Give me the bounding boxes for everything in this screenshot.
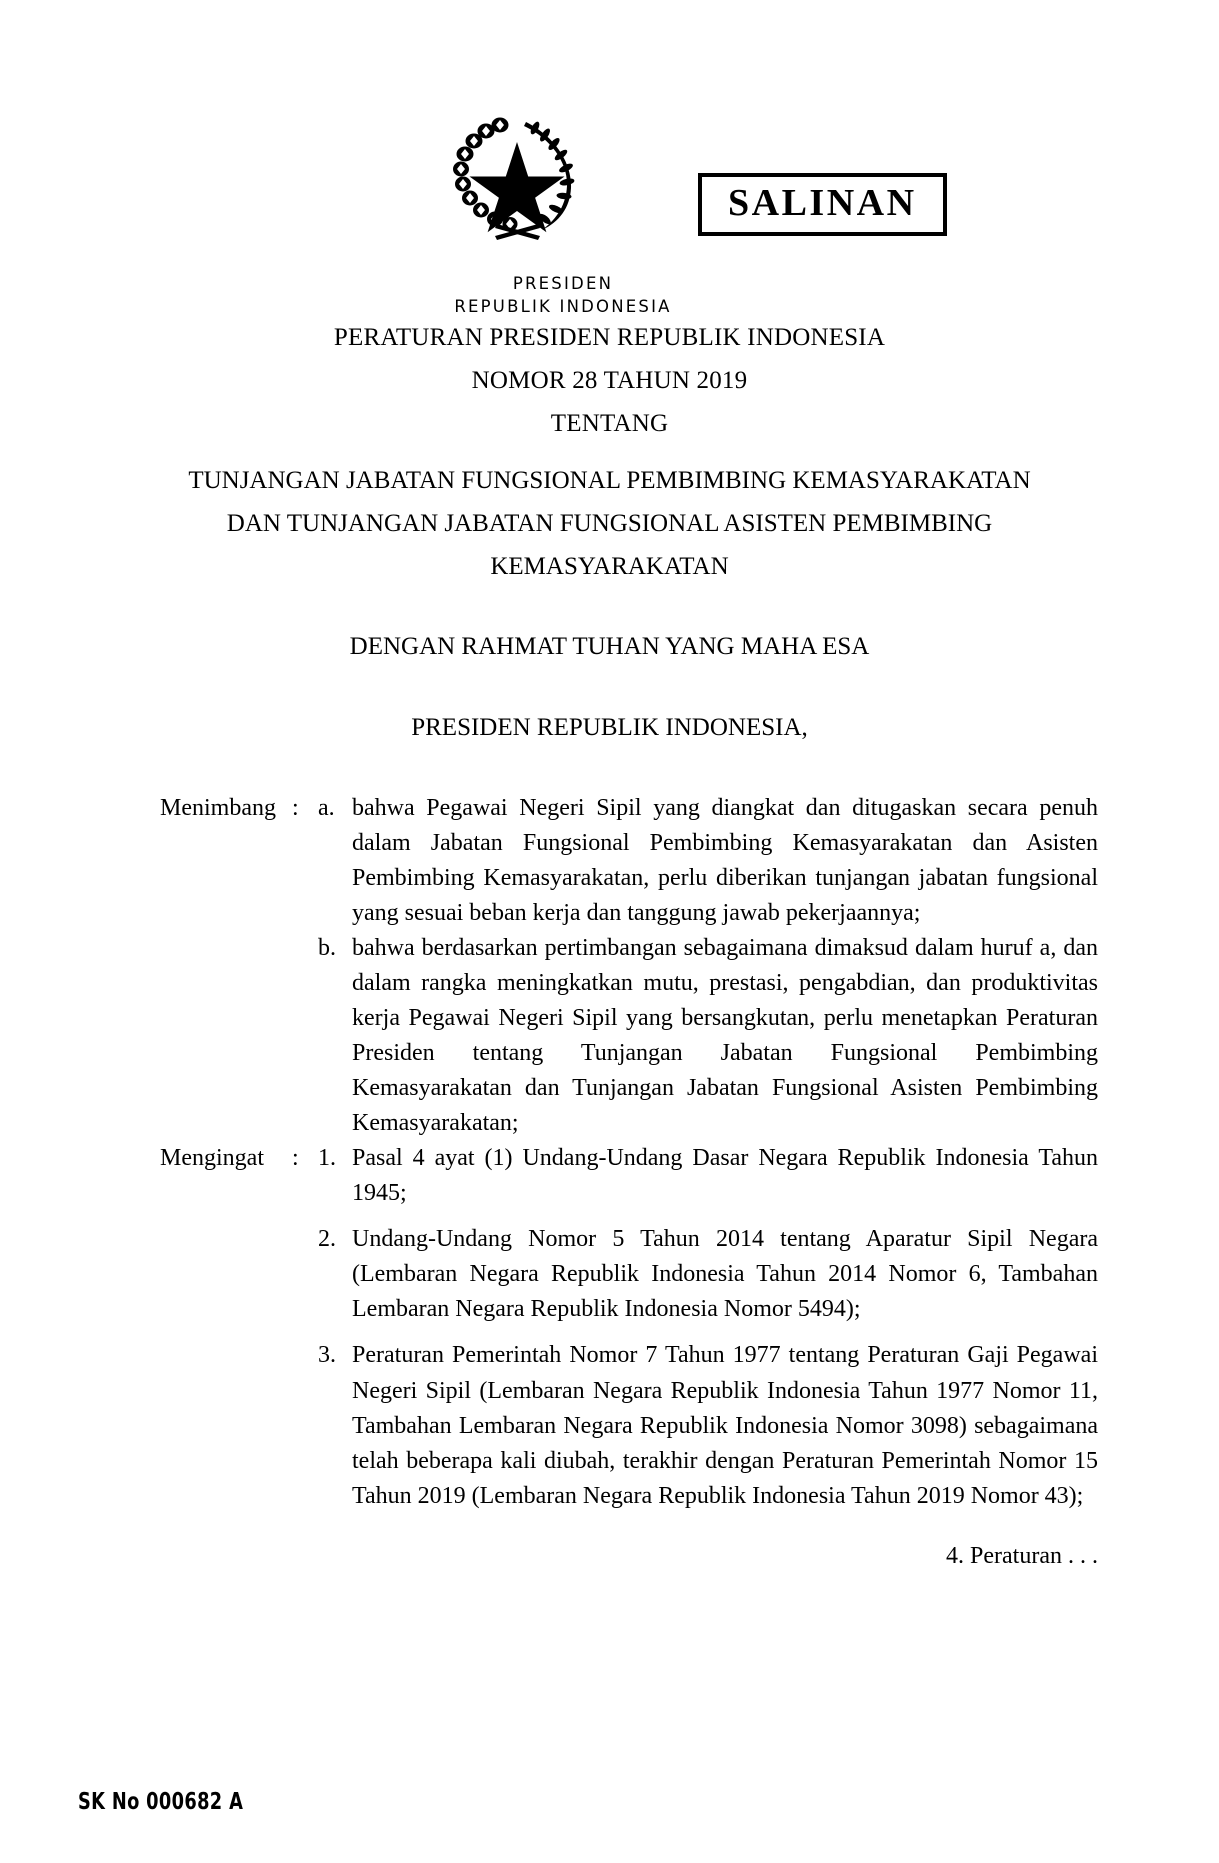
- tentang-line: TENTANG: [550, 410, 669, 437]
- footer-document-code: SK No 000682 A: [78, 1789, 244, 1815]
- list-item: [318, 1338, 1098, 1513]
- clause-section: [0, 791, 1219, 1514]
- regulation-number-line: NOMOR 28 TAHUN 2019: [471, 367, 748, 394]
- list-item: [318, 1222, 1098, 1327]
- title-block: [0, 316, 1219, 749]
- clause-label-menimbang: Menimbang: [160, 795, 276, 821]
- item-text: bahwa berdasarkan pertimbangan sebagaimana dimaksud dalam huruf a, dan dalam rangka meningkatkan mutu, prestasi, pengabdian, dan produktivitas kerja Pegawai Negeri Sipil yang bersangkutan, perlu menetapkan Peraturan Presiden tentang Tunjangan Jabatan Fungsional Pembimbing Kemasyarakatan dan Tunjangan Jabatan Fungsional Asisten Pembimbing Kemasyarakatan;: [352, 935, 1098, 1137]
- clause-items-menimbang: [318, 791, 1098, 1141]
- salinan-stamp-label: SALINAN: [728, 182, 917, 224]
- list-item: [318, 791, 1098, 931]
- item-text: bahwa Pegawai Negeri Sipil yang diangkat dan ditugaskan secara penuh dalam Jabatan Fungsional Pembimbing Kemasyarakatan dan Asisten Pembimbing Kemasyarakatan, perlu diberikan tunjangan jabatan fungsional yang sesuai beban kerja dan tanggung jawab pekerjaannya;: [352, 795, 1098, 927]
- clause-mengingat: [160, 1141, 1098, 1513]
- list-item: [318, 1141, 1098, 1211]
- page-continuation-note: 4. Peraturan . . .: [946, 1542, 1098, 1569]
- subject-line-3: KEMASYARAKATAN: [490, 553, 729, 580]
- clause-items-mengingat: [318, 1141, 1098, 1513]
- subject-line-2: DAN TUNJANGAN JABATAN FUNGSIONAL ASISTEN PEMBIMBING: [226, 510, 993, 537]
- document-header: [0, 0, 1219, 317]
- authority-line: PRESIDEN REPUBLIK INDONESIA,: [411, 713, 808, 741]
- clause-colon-mengingat: :: [292, 1145, 299, 1172]
- item-marker: b.: [318, 935, 336, 962]
- item-marker: 2.: [318, 1226, 336, 1253]
- republic-header: [0, 272, 1219, 319]
- clause-colon-menimbang: :: [292, 795, 299, 821]
- item-text: Undang-Undang Nomor 5 Tahun 2014 tentang Aparatur Sipil Negara (Lembaran Negara Republik Indonesia Tahun 2014 Nomor 6, Tambahan Lembaran Negara Republik Indonesia Nomor 5494);: [352, 1226, 1098, 1323]
- item-marker: 3.: [318, 1342, 336, 1369]
- clause-menimbang: [160, 791, 1098, 1141]
- item-text: Pasal 4 ayat (1) Undang-Undang Dasar Negara Republik Indonesia Tahun 1945;: [352, 1145, 1098, 1207]
- regulation-type-line: PERATURAN PRESIDEN REPUBLIK INDONESIA: [333, 324, 886, 351]
- header-line-republik-indonesia: REPUBLIK INDONESIA: [454, 297, 672, 317]
- invocation-line: DENGAN RAHMAT TUHAN YANG MAHA ESA: [349, 633, 870, 660]
- list-item: [318, 931, 1098, 1141]
- list-spacer: [318, 1211, 1098, 1222]
- clause-label-mengingat: Mengingat: [160, 1145, 264, 1172]
- salinan-stamp: [698, 173, 947, 236]
- list-spacer: [318, 1327, 1098, 1338]
- garuda-star-emblem: [442, 112, 592, 247]
- item-text: Peraturan Pemerintah Nomor 7 Tahun 1977 tentang Peraturan Gaji Pegawai Negeri Sipil (Lembaran Negara Republik Indonesia Tahun 1977 Nomor 11, Tambahan Lembaran Negara Republik Indonesia Nomor 3098) sebagaimana telah beberapa kali diubah, terakhir dengan Peraturan Pemerintah Nomor 15 Tahun 2019 (Lembaran Negara Republik Indonesia Tahun 2019 Nomor 43);: [352, 1342, 1098, 1509]
- item-marker: 1.: [318, 1145, 336, 1172]
- subject-line-1: TUNJANGAN JABATAN FUNGSIONAL PEMBIMBING KEMASYARAKATAN: [188, 467, 1031, 494]
- header-line-presiden: PRESIDEN: [512, 274, 614, 293]
- item-marker: a.: [318, 795, 335, 821]
- subject-block: [0, 459, 1219, 588]
